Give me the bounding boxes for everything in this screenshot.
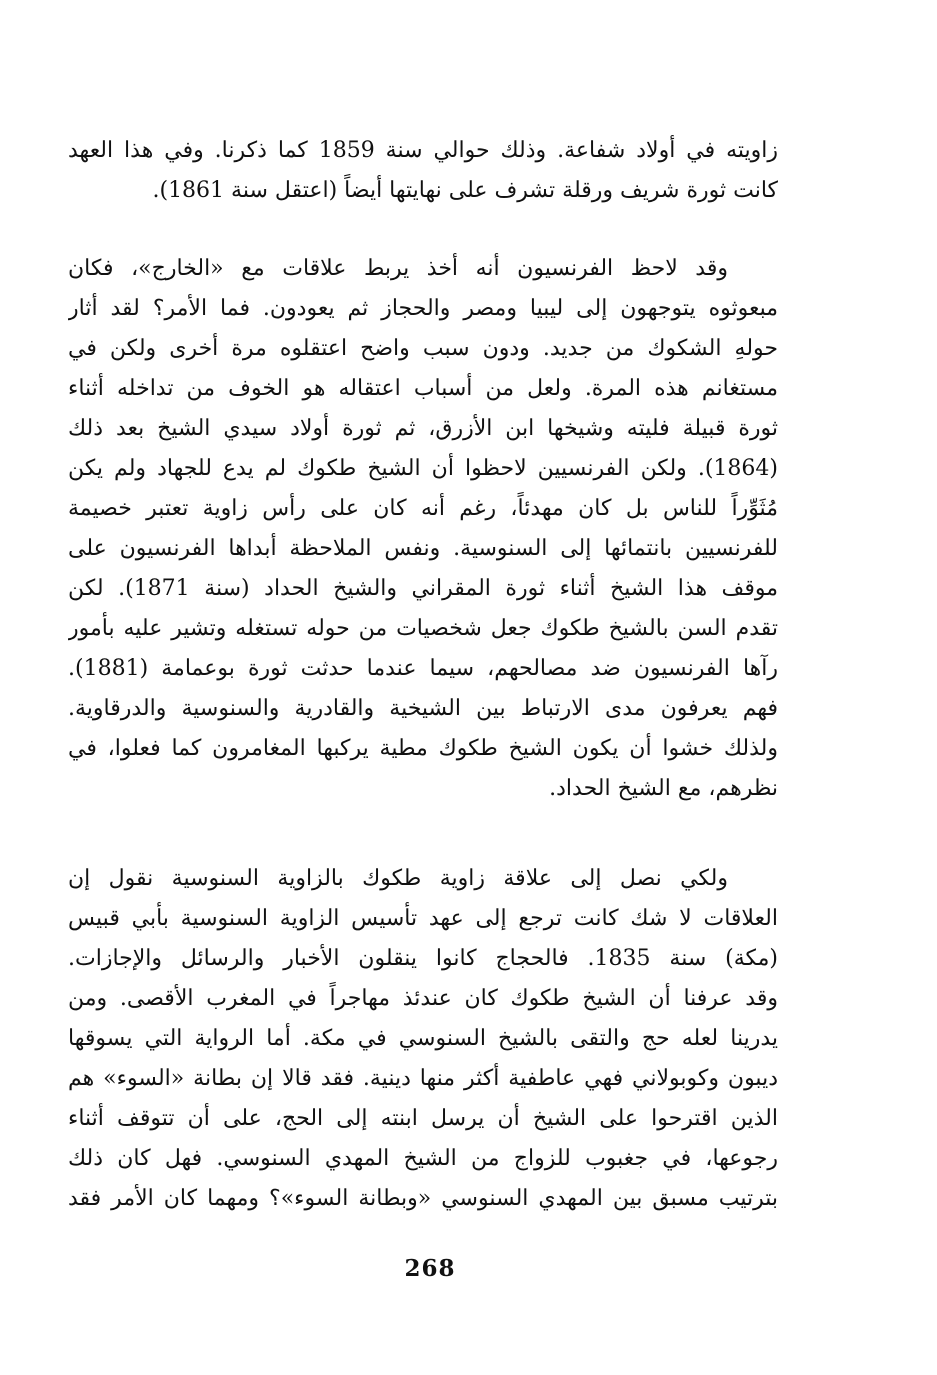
text-line: وقد لاحظ الفرنسيون أنه أخذ يربط علاقات مع «الخارج»، فكان	[68, 256, 728, 281]
text-line: حولهِ الشكوك من جديد. ودون سبب واضح اعتقلوه مرة أخرى ولكن في	[68, 336, 778, 361]
text-line: موقف هذا الشيخ أثناء ثورة المقراني والشيخ الحداد (سنة 1871). لكن	[68, 576, 778, 601]
text-line: ثورة قبيلة فليته وشيخها ابن الأزرق، ثم ثورة أولاد سيدي الشيخ بعد ذلك	[68, 416, 778, 441]
text-line: مستغانم هذه المرة. ولعل من أسباب اعتقاله هو الخوف من تداخله أثناء	[68, 376, 778, 401]
text-line: بترتيب مسبق بين المهدي السنوسي «وبطانة السوء»؟ ومهما كان الأمر فقد	[68, 1186, 778, 1211]
text-line: نظرهم، مع الشيخ الحداد.	[549, 776, 778, 801]
text-line: (1864). ولكن الفرنسيين لاحظوا أن الشيخ طكوك لم يدع للجهاد ولم يكن	[68, 456, 778, 481]
text-line: وقد عرفنا أن الشيخ طكوك كان عندئذ مهاجراً في المغرب الأقصى. ومن	[68, 986, 778, 1011]
text-line: العلاقات لا شك كانت ترجع إلى عهد تأسيس الزاوية السنوسية بأبي قبيس	[68, 906, 778, 931]
paragraph-3	[68, 859, 778, 1219]
paragraph-2	[68, 249, 778, 809]
text-line: (مكة) سنة 1835. فالحجاج كانوا ينقلون الأخبار والرسائل والإجازات.	[68, 946, 778, 971]
text-line: ولكي نصل إلى علاقة زاوية طكوك بالزاوية السنوسية نقول إن	[68, 866, 728, 891]
text-line: رآها الفرنسيون ضد مصالحهم، سيما عندما حدثت ثورة بوعمامة (1881).	[68, 656, 778, 681]
text-line: تقدم السن بالشيخ طكوك جعل شخصيات من حوله تستغله وتشير عليه بأمور	[68, 616, 778, 641]
text-line: فهم يعرفون مدى الارتباط بين الشيخية والقادرية والسنوسية والدرقاوية.	[68, 696, 778, 721]
text-line: مبعوثوه يتوجهون إلى ليبيا ومصر والحجاز ثم يعودون. فما الأمر؟ لقد أثار	[68, 296, 778, 321]
text-line: مُثَوِّراً للناس بل كان مهدئاً، رغم أنه كان على رأس زاوية تعتبر خصيمة	[68, 496, 778, 521]
page-number: 268	[404, 1255, 456, 1282]
text-line: ولذلك خشوا أن يكون الشيخ طكوك مطية يركبها المغامرون كما فعلوا، في	[68, 736, 778, 761]
text-line: كانت ثورة شريف ورقلة تشرف على نهايتها أيضاً (اعتقل سنة 1861).	[152, 178, 778, 203]
text-line: زاويته في أولاد شفاعة. وذلك حوالي سنة 1859 كما ذكرنا. وفي هذا العهد	[68, 138, 778, 163]
text-line: رجوعها، في جغبوب للزواج من الشيخ المهدي السنوسي. فهل كان ذلك	[68, 1146, 778, 1171]
text-line: ديبون وكوبولاني فهي عاطفية أكثر منها دينية. فقد قالا إن بطانة «السوء» هم	[68, 1066, 778, 1091]
text-line: للفرنسيين بانتمائها إلى السنوسية. ونفس الملاحظة أبداها الفرنسيون على	[68, 536, 778, 561]
text-line: يدرينا لعله حج والتقى بالشيخ السنوسي في مكة. أما الرواية التي يسوقها	[68, 1026, 778, 1051]
paragraph-1	[68, 131, 778, 211]
text-line: الذين اقترحوا على الشيخ أن يرسل ابنته إلى الحج، على أن تتوقف أثناء	[68, 1106, 778, 1131]
